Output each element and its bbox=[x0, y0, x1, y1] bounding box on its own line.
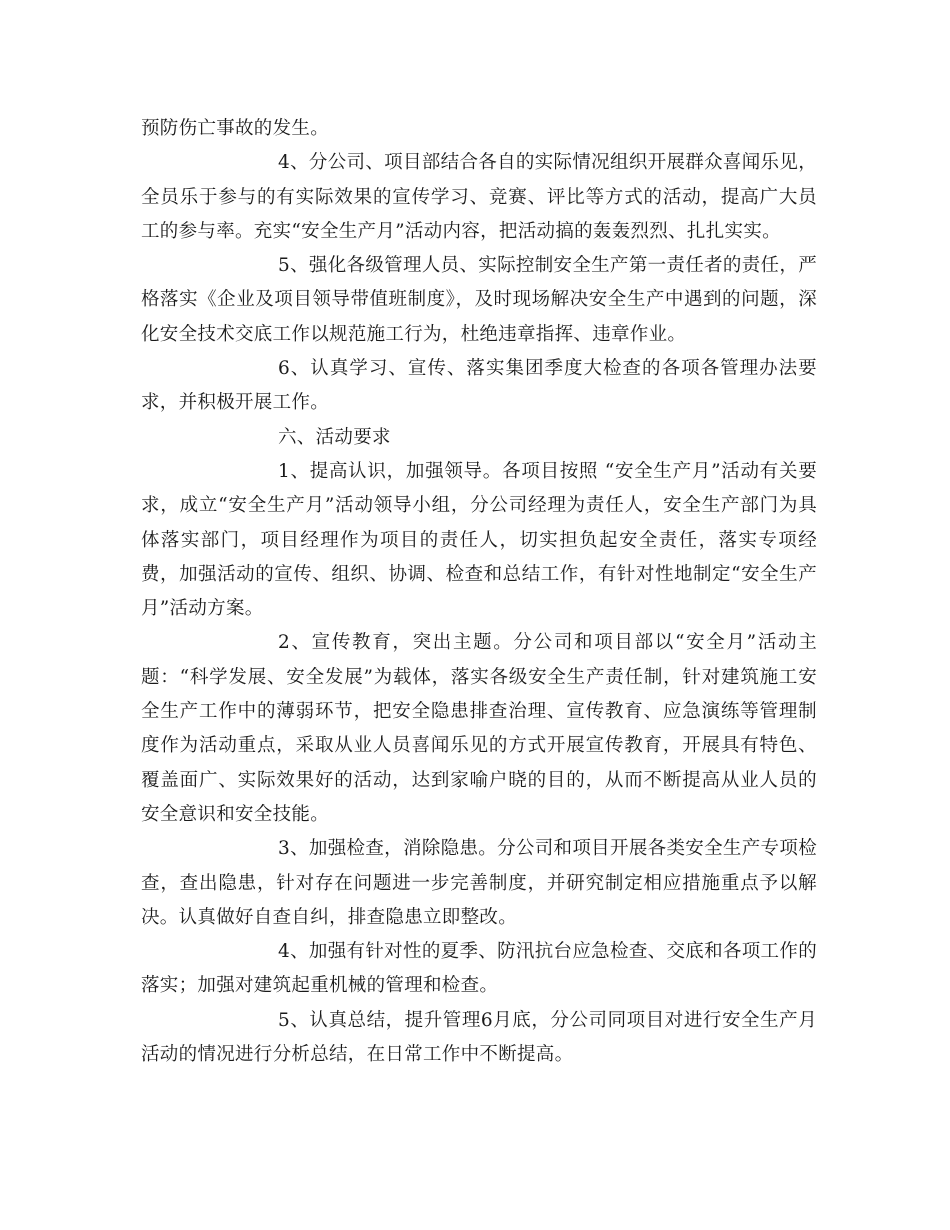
paragraph-item-4-publicity: 4、分公司、项目部结合各自的实际情况组织开展群众喜闻乐见，全员乐于参与的有实际效果的宣传学习、竞赛、评比等方式的活动，提高广大员工的参与率。充实“安全生产月”活动内容，把活动搞的轰轰烈烈、扎扎实实。 bbox=[141, 152, 817, 242]
document-body bbox=[141, 112, 817, 1072]
paragraph-item-5-responsibility: 5、强化各级管理人员、实际控制安全生产第一责任者的责任，严格落实《企业及项目领导带值班制度》，及时现场解决安全生产中遇到的问题，深化安全技术交底工作以规范施工行为，杜绝违章指挥、违章作业。 bbox=[141, 255, 817, 345]
paragraph-requirement-2: 2、宣传教育，突出主题。分公司和项目部以“安全月”活动主题：“科学发展、安全发展”为载体，落实各级安全生产责任制，针对建筑施工安全生产工作中的薄弱环节，把安全隐患排查治理、宣传教育、应急演练等管理制度作为活动重点，采取从业人员喜闻乐见的方式开展宣传教育，开展具有特色、覆盖面广、实际效果好的活动，达到家喻户晓的目的，从而不断提高从业人员的安全意识和安全技能。 bbox=[141, 632, 817, 825]
paragraph-requirement-3: 3、加强检查，消除隐患。分公司和项目开展各类安全生产专项检查，查出隐患，针对存在问题进一步完善制度，并研究制定相应措施重点予以解决。认真做好自查自纠，排查隐患立即整改。 bbox=[141, 838, 817, 928]
section-heading-activity-requirements: 六、活动要求 bbox=[278, 426, 391, 448]
paragraph-requirement-5: 5、认真总结，提升管理6月底，分公司同项目对进行安全生产月活动的情况进行分析总结，在日常工作中不断提高。 bbox=[141, 1009, 817, 1066]
paragraph-requirement-1: 1、提高认识，加强领导。各项目按照 “安全生产月”活动有关要求，成立“安全生产月”活动领导小组，分公司经理为责任人，安全生产部门为具体落实部门，项目经理作为项目的责任人，切实担负起安全责任，落实专项经费，加强活动的宣传、组织、协调、检查和总结工作，有针对性地制定“安全生产月”活动方案。 bbox=[141, 460, 817, 620]
paragraph-requirement-4: 4、加强有针对性的夏季、防汛抗台应急检查、交底和各项工作的落实；加强对建筑起重机械的管理和检查。 bbox=[141, 941, 817, 997]
paragraph-continuation: 预防伤亡事故的发生。 bbox=[141, 118, 330, 139]
paragraph-item-6-inspection: 6、认真学习、宣传、落实集团季度大检查的各项各管理办法要求，并积极开展工作。 bbox=[141, 358, 817, 414]
